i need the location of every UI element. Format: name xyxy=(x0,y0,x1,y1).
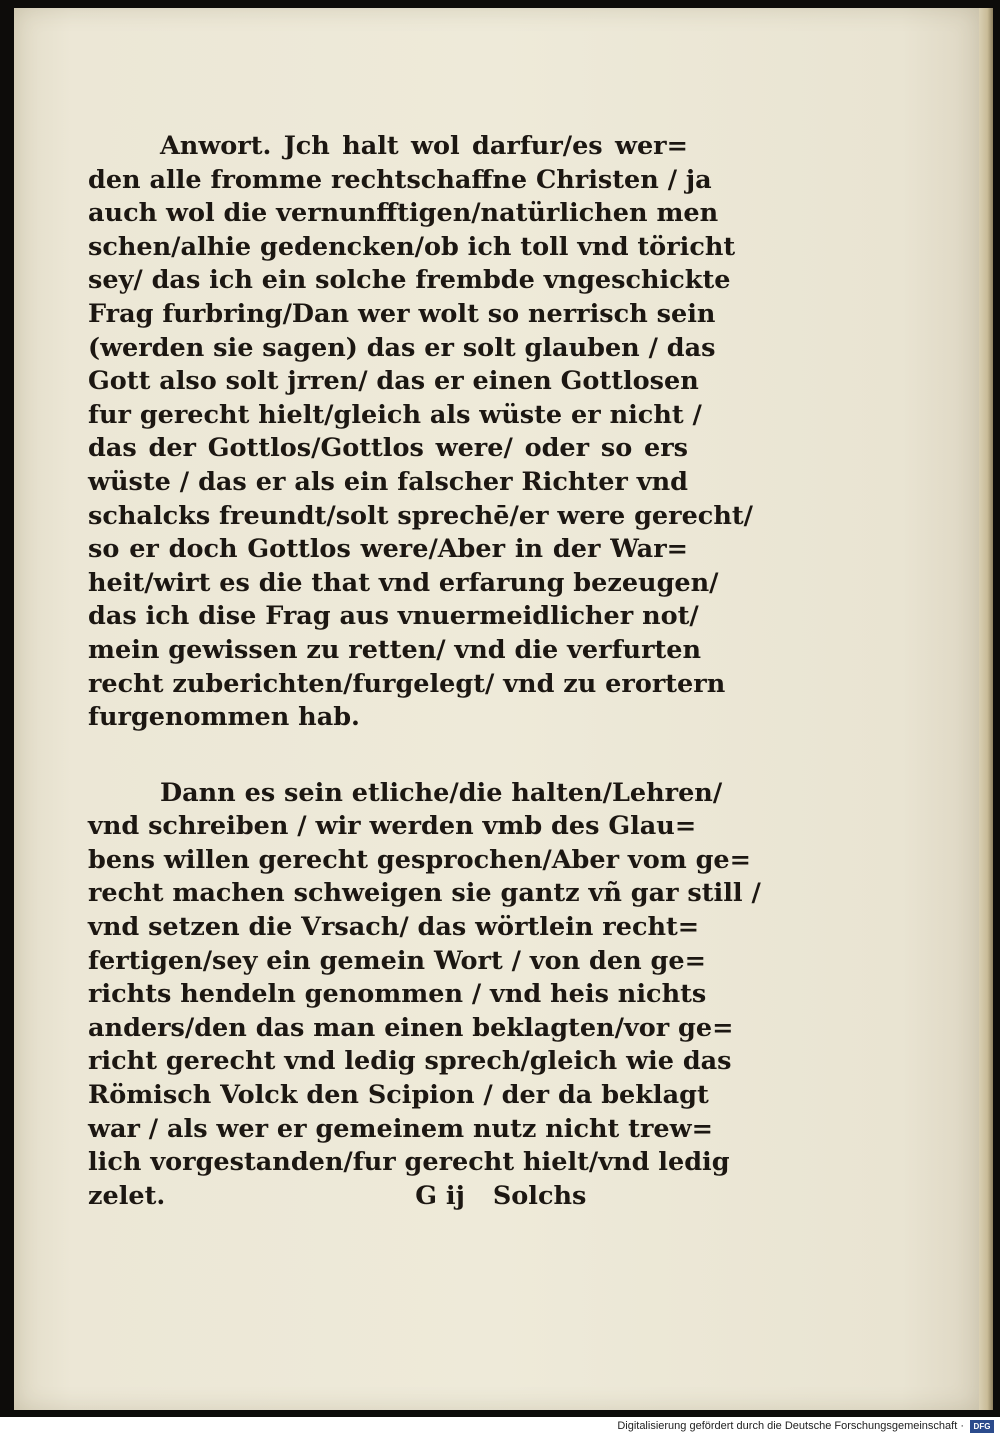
catchword: Solchs xyxy=(492,1180,587,1211)
text-line: das der Gottlos/Gottlos were/ oder so ers xyxy=(88,433,688,464)
text-line: richts hendeln genommen / vnd heis nichts xyxy=(88,979,707,1010)
paragraph-1 xyxy=(88,130,753,735)
text-line: Frag furbring/Dan wer wolt so nerrisch sein xyxy=(88,298,716,329)
text-line: Gott also solt jrren/ das er einen Gottlosen xyxy=(88,366,699,397)
text-line: bens willen gerecht gesprochen/Aber vom ge= xyxy=(88,844,751,875)
dfg-logo-icon: DFG xyxy=(970,1420,994,1433)
text-line: lich vorgestanden/fur gerecht hielt/vnd ledig xyxy=(88,1147,730,1178)
text-line: war / als wer er gemeinem nutz nicht trew= xyxy=(88,1113,713,1144)
last-line-text: zelet. xyxy=(88,1180,166,1211)
text-line: heit/wirt es die that vnd erfarung bezeugen/ xyxy=(88,567,719,598)
text-line: schen/alhie gedencken/ob ich toll vnd töricht xyxy=(88,231,736,262)
text-line: Römisch Volck den Scipion / der da beklagt xyxy=(88,1080,709,1111)
text-line: fur gerecht hielt/gleich als wüste er nicht / xyxy=(88,399,702,430)
text-line: fertigen/sey ein gemein Wort / von den ge= xyxy=(88,945,706,976)
text-line: vnd setzen die Vrsach/ das wörtlein recht= xyxy=(88,912,700,943)
text-line: (werden sie sagen) das er solt glauben / das xyxy=(88,332,716,363)
text-line: Dann es sein etliche/die halten/Lehren/ xyxy=(160,777,723,808)
text-line: den alle fromme rechtschaffne Christen / ja xyxy=(88,164,712,195)
paragraph-2 xyxy=(88,777,761,1214)
book-page xyxy=(14,8,979,1410)
text-line: recht zuberichten/furgelegt/ vnd zu erortern xyxy=(88,668,726,699)
text-line: das ich dise Frag aus vnuermeidlicher not/ xyxy=(88,601,699,632)
text-line: mein gewissen zu retten/ vnd die verfurten xyxy=(88,634,702,665)
final-line xyxy=(88,1180,688,1214)
text-line: anders/den das man einen beklagten/vor ge= xyxy=(88,1012,734,1043)
text-line: furgenommen hab. xyxy=(88,702,360,733)
text-line: vnd schreiben / wir werden vmb des Glau= xyxy=(88,811,697,842)
text-line: Anwort. Jch halt wol darfur/es wer= xyxy=(160,131,688,161)
footer-bar xyxy=(0,1417,1000,1437)
text-line: richt gerecht vnd ledig sprech/gleich wie das xyxy=(88,1046,732,1077)
signature-mark: G ij xyxy=(415,1180,465,1211)
dfg-credit: Digitalisierung gefördert durch die Deutsche Forschungsgemeinschaft · xyxy=(617,1420,964,1432)
text-block xyxy=(88,130,761,1213)
text-line: sey/ das ich ein solche frembde vngeschickte xyxy=(88,265,731,296)
text-line: recht machen schweigen sie gantz vñ gar still / xyxy=(88,878,761,909)
paragraph-gap xyxy=(88,735,688,777)
page-edge xyxy=(979,8,993,1410)
text-line: wüste / das er als ein falscher Richter vnd xyxy=(88,466,688,497)
text-line: auch wol die vernunfftigen/natürlichen men xyxy=(88,198,719,229)
text-line: so er doch Gottlos were/Aber in der War= xyxy=(88,534,688,565)
text-line: schalcks freundt/solt sprechē/er were gerecht/ xyxy=(88,500,753,531)
